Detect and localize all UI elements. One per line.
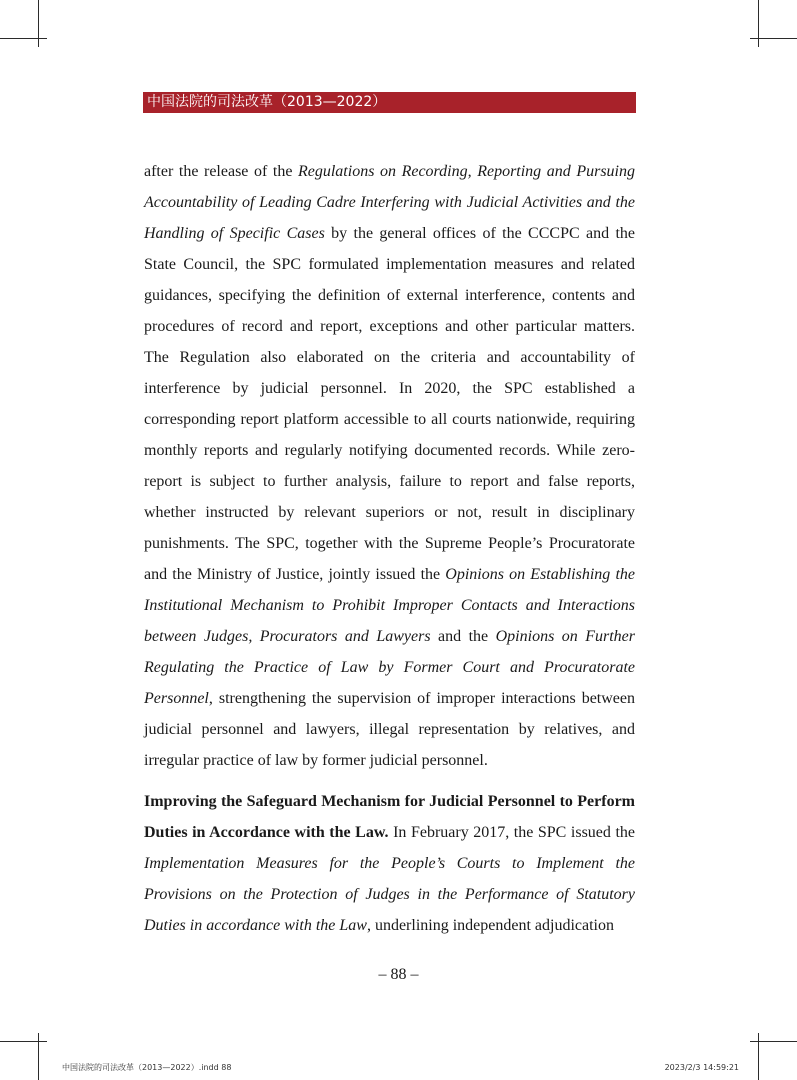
italic-title: Implementation Measures for the People’s Courts to Implement the Provisions on the Protection of Judges in the Performance of Statutory Duties in accordance with the Law — [144, 855, 635, 934]
bold-heading: Improving the Safeguard Mechanism for Judicial Personnel to Perform Duties in Accordance with the Law. — [144, 793, 635, 841]
crop-mark — [758, 0, 759, 47]
text-run: by the general offices of the CCCPC and the State Council, the SPC formulated implementation measures and related guidances, specifying the definition of external interference, contents and procedures of record and report, exceptions and other particular matters. The Regulation also elaborated on the criteria and accountability of interference by judicial personnel. In 2020, the SPC established a corresponding report platform accessible to all courts nationwide, requiring monthly reports and regularly notifying documented records. While zero-report is subject to further analysis, failure to report and false reports, whether instructed by relevant superiors or not, result in disciplinary punishments. The SPC, together with the Supreme People’s Procuratorate and the Ministry of Justice, jointly issued the — [144, 225, 635, 583]
italic-title: Opinions on Establishing the Institutional Mechanism to Prohibit Improper Contacts and Interactions between Judges, Procurators and Lawyers — [144, 566, 635, 645]
italic-title: Opinions on Further Regulating the Practice of Law by Former Court and Procuratorate Personnel — [144, 628, 635, 707]
body-text — [144, 156, 635, 941]
crop-mark — [38, 0, 39, 47]
text-run: In February 2017, the SPC issued the — [388, 824, 635, 841]
paragraph — [144, 786, 635, 941]
running-header: 中国法院的司法改革（2013—2022） — [143, 92, 636, 113]
text-run: , strengthening the supervision of improper interactions between judicial personnel and lawyers, illegal representation by relatives, and irregular practice of law by former judicial personnel. — [144, 690, 635, 769]
slug-timestamp: 2023/2/3 14:59:21 — [664, 1063, 739, 1072]
page-number: – 88 – — [378, 966, 419, 983]
crop-mark — [750, 38, 797, 39]
slug-filename: 中国法院的司法改革（2013—2022）.indd 88 — [62, 1063, 232, 1072]
text-run: , underlining independent adjudication — [366, 917, 614, 934]
crop-mark — [0, 38, 47, 39]
text-run: after the release of the — [144, 163, 298, 180]
paragraph — [144, 156, 635, 776]
italic-title: Regulations on Recording, Reporting and Pursuing Accountability of Leading Cadre Interfering with Judicial Activities and the Handling of Specific Cases — [144, 163, 635, 242]
crop-mark — [750, 1041, 797, 1042]
text-run: and the — [430, 628, 496, 645]
crop-mark — [0, 1041, 47, 1042]
